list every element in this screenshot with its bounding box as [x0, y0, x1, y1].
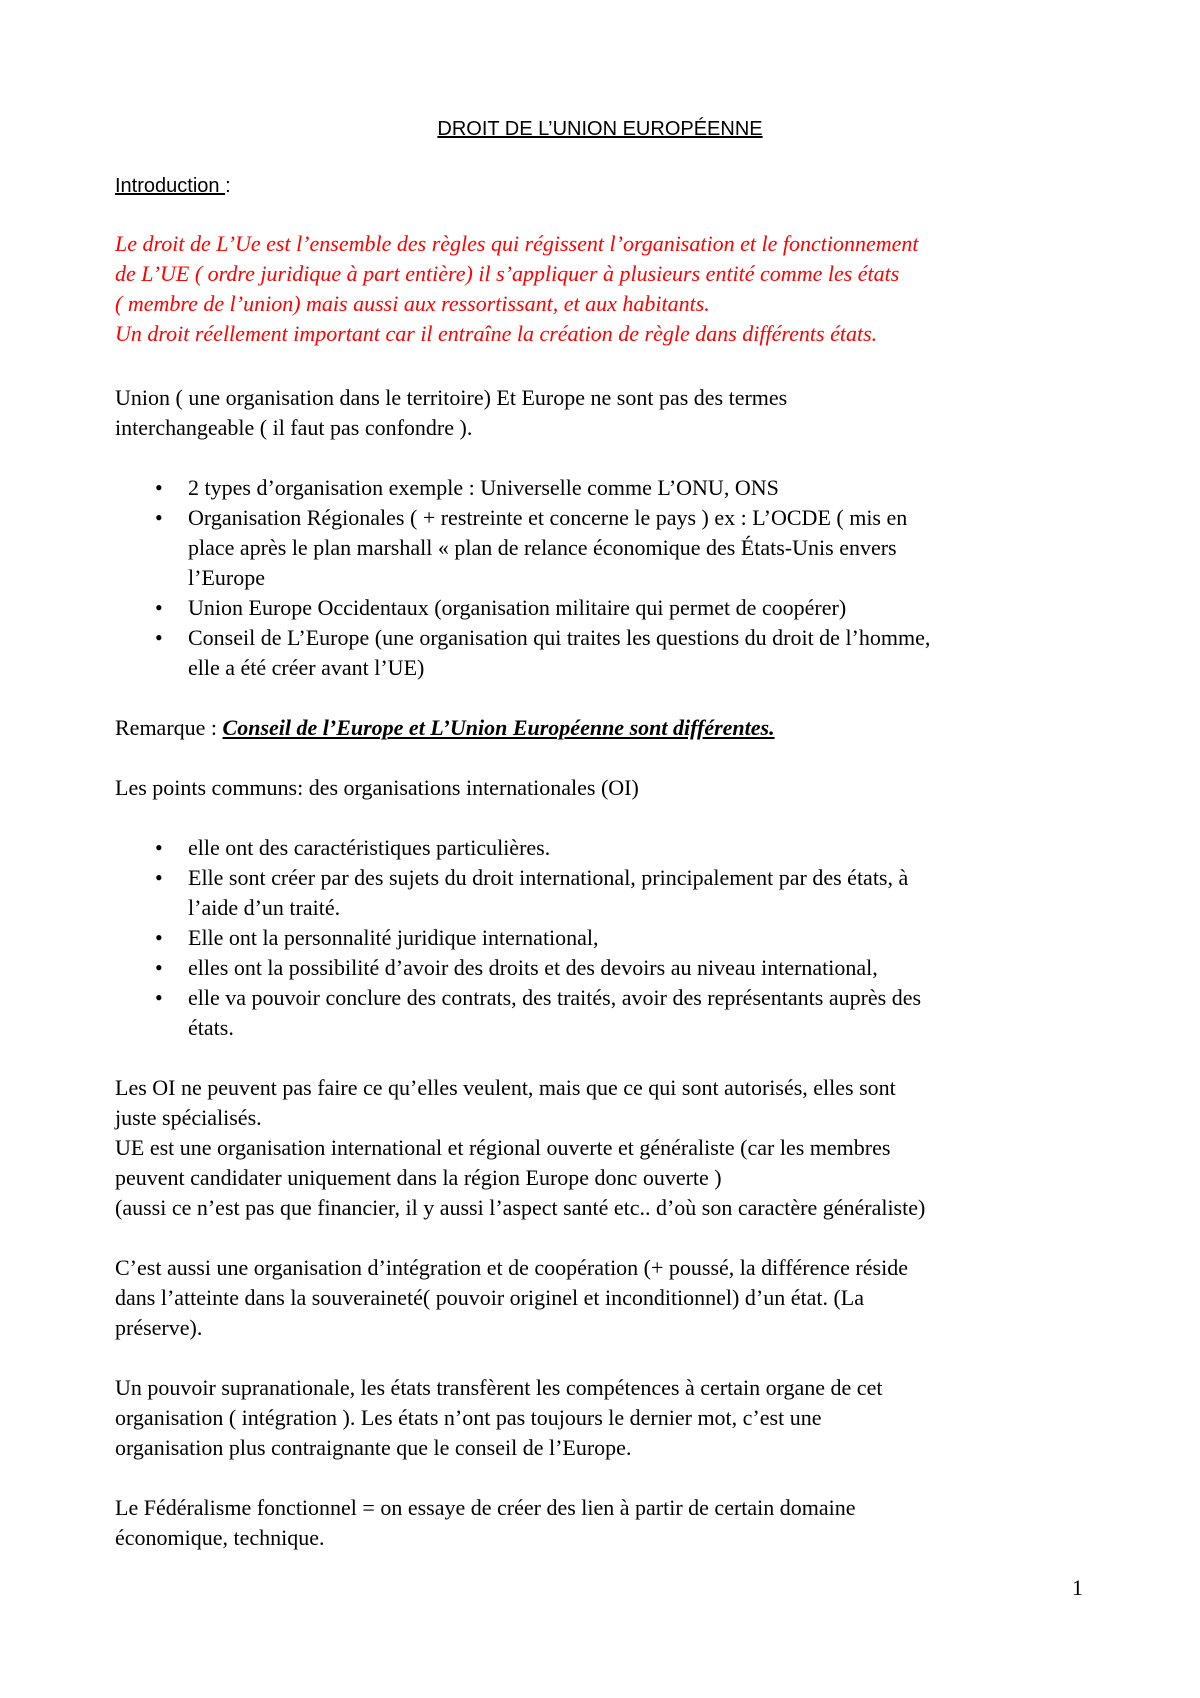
page-number: 1: [1072, 1575, 1083, 1600]
list-item-line: Elle sont créer par des sujets du droit international, principalement par des états, à: [188, 865, 909, 890]
definition-line: de L’UE ( ordre juridique à part entière) il s’appliquer à plusieurs entité comme les états: [115, 261, 900, 286]
supranational-line: Un pouvoir supranationale, les états transfèrent les compétences à certain organe de cet: [115, 1375, 883, 1400]
document-title-text: DROIT DE L’UNION EUROPÉENNE: [437, 118, 763, 140]
list-item: [115, 593, 1115, 623]
integration-paragraph: [115, 1253, 1115, 1343]
organisation-types-list: [115, 473, 1115, 683]
federalism-line: Le Fédéralisme fonctionnel = on essaye de créer des lien à partir de certain domaine: [115, 1495, 856, 1520]
oi-line: (aussi ce n’est pas que financier, il y aussi l’aspect santé etc.. d’où son caractère généraliste): [115, 1195, 926, 1220]
oi-line: Les OI ne peuvent pas faire ce qu’elles veulent, mais que ce qui sont autorisés, elles sont: [115, 1075, 896, 1100]
bullet-icon: •: [155, 985, 163, 1010]
union-line: Union ( une organisation dans le territoire) Et Europe ne sont pas des termes: [115, 385, 788, 410]
supranational-paragraph: [115, 1373, 1115, 1463]
list-item-line: l’aide d’un traité.: [188, 895, 341, 920]
bullet-icon: •: [155, 865, 163, 890]
common-points-list: [115, 833, 1115, 1043]
bullet-icon: •: [155, 955, 163, 980]
oi-paragraph: [115, 1073, 1115, 1223]
remark-label: Remarque :: [115, 715, 223, 740]
remark-paragraph: [115, 713, 1115, 743]
list-item: [115, 833, 1115, 863]
definition-line: Un droit réellement important car il entraîne la création de règle dans différents états.: [115, 321, 878, 346]
definition-line: Le droit de L’Ue est l’ensemble des règles qui régissent l’organisation et le fonctionnement: [115, 231, 919, 256]
integration-line: dans l’atteinte dans la souveraineté( pouvoir originel et inconditionnel) d’un état. (La: [115, 1285, 864, 1310]
bullet-icon: •: [155, 505, 163, 530]
list-item-line: elles ont la possibilité d’avoir des droits et des devoirs au niveau international,: [188, 955, 878, 980]
common-points-heading: [115, 773, 1115, 803]
list-item: [115, 923, 1115, 953]
list-item-line: Conseil de L’Europe (une organisation qui traites les questions du droit de l’homme,: [188, 625, 931, 650]
federalism-paragraph: [115, 1493, 1115, 1553]
definition-line: ( membre de l’union) mais aussi aux ressortissant, et aux habitants.: [115, 291, 710, 316]
oi-line: juste spécialisés.: [115, 1105, 262, 1130]
list-item: [115, 473, 1115, 503]
integration-line: C’est aussi une organisation d’intégration et de coopération (+ poussé, la différence réside: [115, 1255, 908, 1280]
bullet-icon: •: [155, 835, 163, 860]
remark-emphasis: Conseil de l’Europe et L’Union Européenne sont différentes.: [222, 715, 775, 740]
definition-paragraph: [115, 229, 1115, 349]
introduction-heading-text: Introduction: [115, 175, 226, 197]
list-item-line: elle a été créer avant l’UE): [188, 655, 425, 680]
supranational-line: organisation plus contraignante que le conseil de l’Europe.: [115, 1435, 632, 1460]
list-item-line: place après le plan marshall « plan de relance économique des États-Unis envers: [188, 535, 897, 560]
bullet-icon: •: [155, 475, 163, 500]
list-item: [115, 953, 1115, 983]
federalism-line: économique, technique.: [115, 1525, 325, 1550]
bullet-icon: •: [155, 925, 163, 950]
bullet-icon: •: [155, 595, 163, 620]
union-paragraph: [115, 383, 1115, 443]
list-item-line: l’Europe: [188, 565, 265, 590]
oi-line: UE est une organisation international et régional ouverte et généraliste (car les membres: [115, 1135, 891, 1160]
list-item: [115, 503, 1115, 593]
list-item: [115, 983, 1115, 1043]
list-item: [115, 863, 1115, 923]
document-title: [0, 117, 1200, 141]
list-item-line: elle va pouvoir conclure des contrats, des traités, avoir des représentants auprès des: [188, 985, 922, 1010]
list-item-line: 2 types d’organisation exemple : Universelle comme L’ONU, ONS: [188, 475, 779, 500]
list-item-line: elle ont des caractéristiques particulières.: [188, 835, 551, 860]
union-line: interchangeable ( il faut pas confondre ).: [115, 415, 473, 440]
bullet-icon: •: [155, 625, 163, 650]
list-item-line: Elle ont la personnalité juridique international,: [188, 925, 599, 950]
list-item: [115, 623, 1115, 683]
common-points-text: Les points communs: des organisations internationales (OI): [115, 775, 639, 800]
list-item-line: états.: [188, 1015, 234, 1040]
list-item-line: Union Europe Occidentaux (organisation militaire qui permet de coopérer): [188, 595, 847, 620]
introduction-heading-colon: :: [225, 175, 231, 197]
list-item-line: Organisation Régionales ( + restreinte et concerne le pays ) ex : L’OCDE ( mis en: [188, 505, 908, 530]
oi-line: peuvent candidater uniquement dans la région Europe donc ouverte ): [115, 1165, 722, 1190]
supranational-line: organisation ( intégration ). Les états n’ont pas toujours le dernier mot, c’est une: [115, 1405, 822, 1430]
introduction-heading: [115, 174, 231, 198]
integration-line: préserve).: [115, 1315, 203, 1340]
